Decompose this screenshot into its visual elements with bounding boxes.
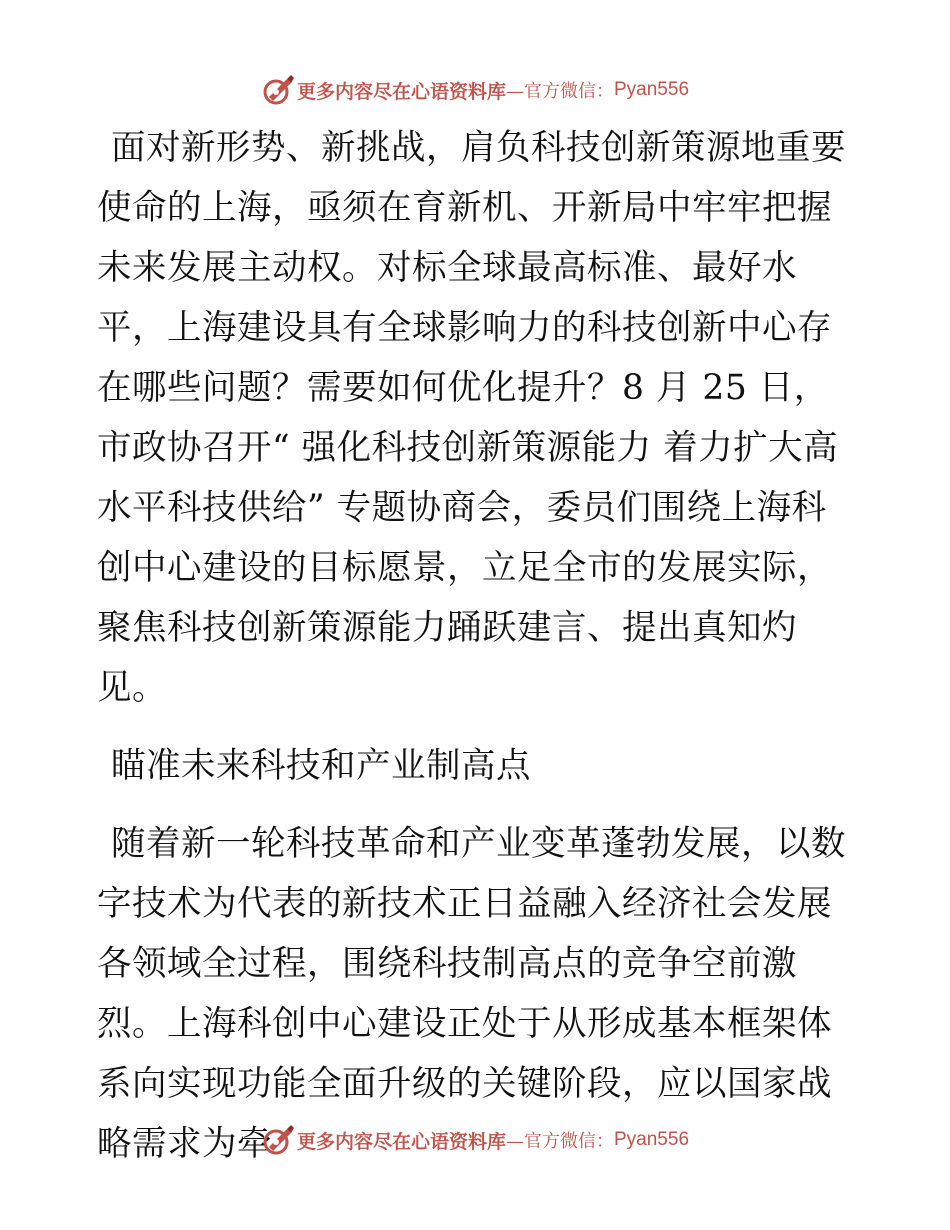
header-watermark (0, 72, 950, 108)
footer-watermark (0, 1122, 950, 1158)
body-paragraph: 面对新形势、新挑战，肩负科技创新策源地重要使命的上海，亟须在育新机、开新局中牢牢把握未来发展主动权。对标全球最高标准、最好水平，上海建设具有全球影响力的科技创新中心存在哪些问题？需要如何优化提升？8 月 25 日，市政协召开“ 强化科技创新策源能力 着力扩大高水平科技供给” 专题协商会，委员们围绕上海科创中心建设的目标愿景，立足全市的发展实际，聚焦科技创新策源能力踊跃建言、提出真知灼见。 (97, 128, 846, 708)
pen-logo-icon (261, 1123, 295, 1157)
section-heading: 瞄准未来科技和产业制高点 (111, 746, 531, 786)
watermark-label: —官方微信： (506, 1131, 614, 1152)
watermark-site-text: 更多内容尽在心语资料库 (296, 1130, 506, 1153)
watermark-wechat-id: Pyan556 (614, 1129, 690, 1150)
pen-logo-icon (261, 73, 295, 107)
watermark-label: —官方微信： (506, 81, 614, 102)
body-paragraph: 随着新一轮科技革命和产业变革蓬勃发展，以数字技术为代表的新技术正日益融入经济社会发展各领域全过程，围绕科技制高点的竞争空前激烈。上海科创中心建设正处于从形成基本框架体系向实现功能全面升级的关键阶段，应以国家战略需求为牵 (97, 824, 846, 1164)
watermark-site-text: 更多内容尽在心语资料库 (296, 80, 506, 103)
document-body (97, 118, 857, 1192)
watermark-wechat-id: Pyan556 (614, 79, 690, 100)
